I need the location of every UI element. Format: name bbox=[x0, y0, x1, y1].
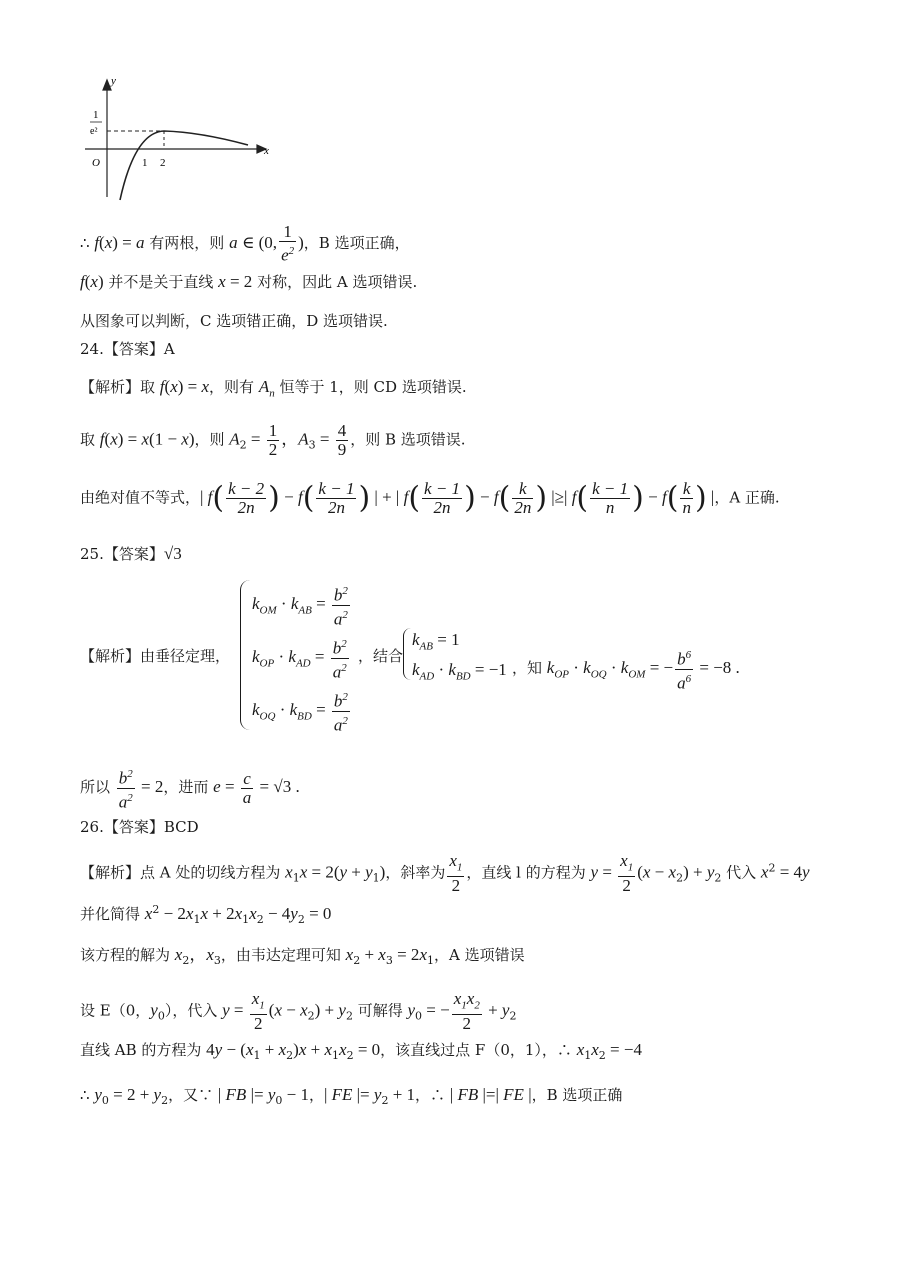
math: f bbox=[94, 232, 100, 252]
y-tick-denominator: e² bbox=[90, 126, 98, 137]
graph-axes bbox=[85, 80, 266, 197]
q24-line-1: 【解析】取 f(x) = x，则有 $A_n$ 恒等于 1，则 CD 选项错误. bbox=[80, 377, 467, 400]
text: ，由韦达定理可知 bbox=[220, 946, 346, 964]
q26-line-1: 【解析】点 A 处的切线方程为 $x_1x = 2(y + y_1)$，斜率为 $\frac{x_1}{2}$ ，直线 l 的方程为 y = $\frac{x_1}{2}$ $(x - x_2) + y_2$ 代入 $x^2 = 4y$ bbox=[80, 851, 810, 896]
text: 对称，因此 A 选项错误. bbox=[252, 273, 418, 291]
text: ，直线 l 的方程为 bbox=[466, 863, 591, 882]
text-line-1: ∴ f(x) = a 有两根，则 a ∈ (0, $\frac{1}{e^2}$ )，B 选项正确， bbox=[80, 222, 410, 265]
text: ，A 正确. bbox=[714, 488, 780, 507]
q24-line-2: 取 f(x) = x(1 − x)，则 $A_2$ = $\frac{1}{2}$ ，$A_3$ = $\frac{4}{9}$ ，则 B 选项错误. bbox=[80, 421, 466, 459]
q26-line-5: 直线 AB 的方程为 $4y - (x_1 + x_2)x + x_1x_2 = 0$，该直线过点 F（0，1），∴ $x_1x_2 = -4$ bbox=[80, 1040, 642, 1062]
y-tick-numerator: 1 bbox=[93, 109, 99, 121]
y-axis-arrow bbox=[103, 80, 111, 90]
text: ），代入 bbox=[164, 1001, 223, 1020]
y-axis-label: y bbox=[111, 75, 116, 87]
function-graph bbox=[80, 72, 280, 202]
text: 【解析】点 A 处的切线方程为 bbox=[80, 863, 286, 882]
text: 代入 bbox=[721, 863, 761, 882]
q26-line-3: 该方程的解为 $x_2$，$x_3$，由韦达定理可知 $x_2 + x_3 = 2x_1$，A 选项错误 bbox=[80, 945, 525, 967]
q24-line-3: 由绝对值不等式，| f( $\frac{k - 2}{2n}$ ) − f( $\frac{k - 1}{2n}$ ) | + | f( $\frac{k - 1}{2n}$ ) − f( $\frac{k}{2n}$ ) |≥| f( $\frac{k - 1}{n}$ ) − f( $\frac{k}{n}$ ) |，A 正确. bbox=[80, 479, 780, 517]
q25-eq-5: $k_{AD} \cdot k_{BD} = -1$ bbox=[412, 660, 507, 683]
text: ， bbox=[308, 1086, 324, 1104]
q26-line-4: 设 E（0，$y_0$），代入 y = $\frac{x_1}{2}$ $(x - x_2) + y_2$ 可解得 $y_0$ = − $\frac{x_1x_2}{2}$ + $y_2$ bbox=[80, 989, 517, 1034]
q25-conclusion: ，知 $k_{OP} \cdot k_{OQ} \cdot k_{OM}$ = − $\frac{b^6}{a^6}$ = −8 . bbox=[512, 646, 740, 692]
text: 25.【答案】 bbox=[80, 545, 164, 563]
text: 【解析】取 bbox=[80, 378, 160, 396]
text: ，∴ bbox=[415, 1086, 450, 1104]
q25-eq-2: $k_{OP} \cdot k_{AD}$ = $\frac{b^2}{a^2}$ bbox=[252, 635, 351, 681]
text: ，A 选项错误 bbox=[433, 946, 525, 964]
text: ，又∵ bbox=[168, 1086, 218, 1104]
text: ，则有 bbox=[209, 378, 259, 396]
text: ∴ bbox=[80, 1086, 95, 1104]
text: ，则 B 选项错误. bbox=[350, 430, 466, 449]
tick-label-2: 2 bbox=[160, 157, 166, 169]
text: ，知 bbox=[512, 659, 547, 678]
q25-final: 所以 $\frac{b^2}{a^2}$ = 2，进而 e = $\frac{c}{a}$ = √3 . bbox=[80, 765, 300, 811]
text: 取 bbox=[80, 430, 100, 449]
text: ，B 选项正确， bbox=[303, 233, 410, 252]
text: ，该直线过点 F（0，1），∴ bbox=[380, 1041, 577, 1059]
text: ∴ bbox=[80, 233, 95, 252]
q25-heading: 25.【答案】√3 bbox=[80, 544, 182, 563]
text: ，进而 bbox=[163, 778, 214, 797]
q26-line-2: 并化简得 $x^2 - 2x_1x + 2x_1x_2 - 4y_2 = 0$ bbox=[80, 903, 332, 926]
curve bbox=[120, 131, 248, 200]
q26-heading: 26.【答案】BCD bbox=[80, 818, 199, 836]
q26-line-6: ∴ $y_0 = 2 + y_2$，又∵ | FB |= $y_0 - 1$，| FE |= $y_2 + 1$，∴ | FB |=| FE |，B 选项正确 bbox=[80, 1085, 623, 1107]
text: 恒等于 1，则 CD 选项错误. bbox=[274, 378, 467, 396]
q25-eq-1: $k_{OM} \cdot k_{AB}$ = $\frac{b^2}{a^2}$ bbox=[252, 582, 352, 628]
fraction: $\frac{1}{e^2}$ bbox=[281, 222, 295, 265]
text: 并不是关于直线 bbox=[103, 273, 219, 291]
text: 直线 AB 的方程为 bbox=[80, 1041, 207, 1059]
x-axis-label: x bbox=[264, 145, 269, 157]
text: 由绝对值不等式， bbox=[80, 488, 201, 507]
text: ，B 选项正确 bbox=[531, 1086, 623, 1104]
text-line-3: 从图象可以判断，C 选项错正确，D 选项错误. bbox=[80, 312, 388, 330]
origin-label: O bbox=[92, 157, 100, 169]
q25-eq-4: $k_{AB} = 1$ bbox=[412, 630, 460, 653]
text: 并化简得 bbox=[80, 905, 145, 923]
tick-label-1: 1 bbox=[142, 157, 148, 169]
text: 所以 bbox=[80, 778, 115, 797]
q24-heading: 24.【答案】A bbox=[80, 340, 175, 358]
text: ，斜率为 bbox=[385, 863, 446, 882]
q25-jiexi-label: 【解析】由垂径定理， bbox=[80, 647, 231, 665]
text: 设 E（0， bbox=[80, 1001, 151, 1020]
q25-eq-3: $k_{OQ} \cdot k_{BD}$ = $\frac{b^2}{a^2}$ bbox=[252, 688, 352, 734]
q25-jiehe: ，结合 bbox=[358, 647, 404, 665]
text: ，则 bbox=[194, 430, 230, 449]
text: 可解得 bbox=[352, 1001, 408, 1020]
text-line-2: f(x) 并不是关于直线 x = 2 对称，因此 A 选项错误. bbox=[80, 272, 418, 291]
text: 该方程的解为 bbox=[80, 946, 175, 964]
text: 有两根，则 bbox=[144, 233, 230, 252]
